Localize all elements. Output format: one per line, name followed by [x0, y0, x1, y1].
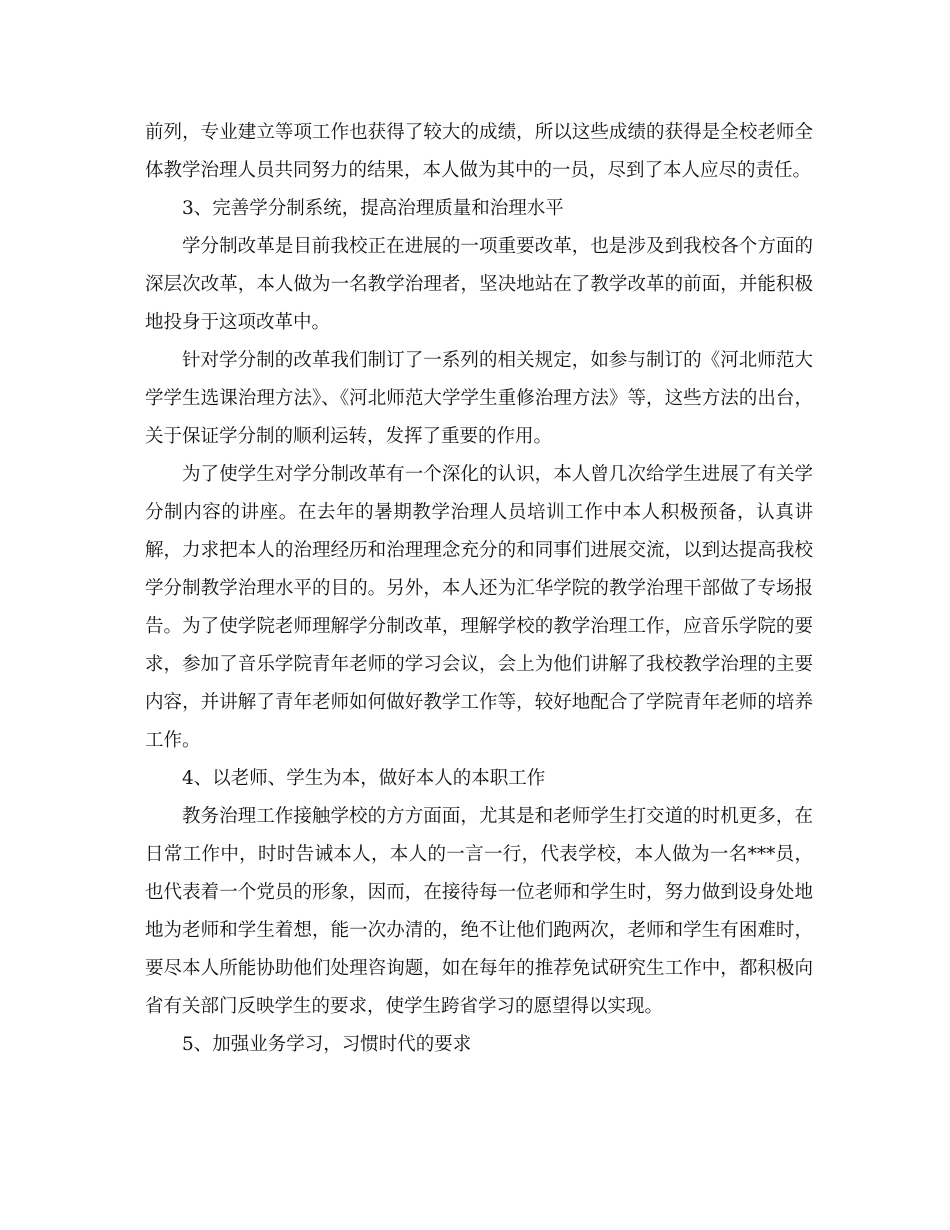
section-heading-4: 4、以老师、学生为本，做好本人的本职工作 [182, 768, 546, 789]
paragraph-credit-reform: 学分制改革是目前我校正在进展的一项重要改革，也是涉及到我校各个方面的深层次改革，本人做为一名教学治理者，坚决地站在了教学改革的前面，并能积极地投身于这项改革中。 [145, 236, 813, 333]
paragraph-service: 教务治理工作接触学校的方方面面，尤其是和老师学生打交道的时机更多，在日常工作中，时时告诫本人，本人的一言一行，代表学校，本人做为一名***员，也代表着一个党员的形象，因而，在接待每一位老师和学生时，努力做到设身处地地为老师和学生着想，能一次办清的，绝不让他们跑两次，老师和学生有困难时，要尽本人所能协助他们处理咨询题，如在每年的推荐免试研究生工作中，都积极向省有关部门反映学生的要求，使学生跨省学习的愿望得以实现。 [145, 806, 813, 1017]
paragraph-continuation: 前列，专业建立等项工作也获得了较大的成绩，所以这些成绩的获得是全校老师全体教学治理人员共同努力的结果，本人做为其中的一员，尽到了本人应尽的责任。 [145, 122, 813, 181]
document-body [145, 114, 813, 1064]
paragraph-lectures: 为了使学生对学分制改革有一个深化的认识，本人曾几次给学生进展了有关学分制内容的讲座。在去年的暑期教学治理人员培训工作中本人积极预备，认真讲解，力求把本人的治理经历和治理理念充分的和同事们进展交流，以到达提高我校学分制教学治理水平的目的。另外，本人还为汇华学院的教学治理干部做了专场报告。为了使学院老师理解学分制改革，理解学校的教学治理工作，应音乐学院的要求，参加了音乐学院青年老师的学习会议，会上为他们讲解了我校教学治理的主要内容，并讲解了青年老师如何做好教学工作等，较好地配合了学院青年老师的培养工作。 [145, 464, 813, 751]
paragraph-regulations: 针对学分制的改革我们制订了一系列的相关规定，如参与制订的《河北师范大学学生选课治理方法》、《河北师范大学学生重修治理方法》等，这些方法的出台，关于保证学分制的顺利运转，发挥了重要的作用。 [145, 350, 813, 447]
section-heading-3: 3、完善学分制系统，提高治理质量和治理水平 [182, 198, 564, 219]
section-heading-5: 5、加强业务学习，习惯时代的要求 [182, 1034, 472, 1055]
